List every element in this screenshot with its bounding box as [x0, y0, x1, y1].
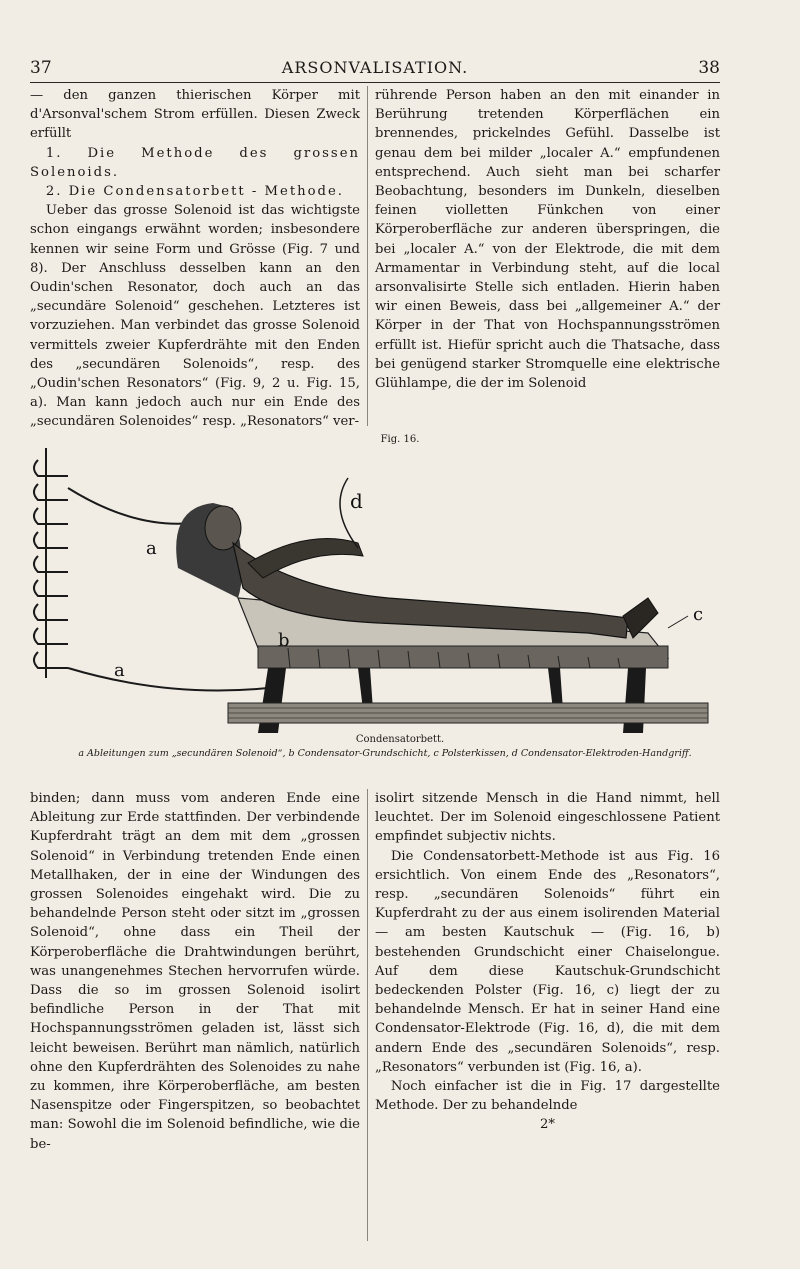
paragraph: isolirt sitzende Mensch in die Hand nimmt, hell leuchtet. Der im Solenoid eingeschlossene Patient empfindet subjectiv nichts.	[375, 791, 720, 845]
page-number-right: 38	[698, 58, 720, 78]
page-header	[30, 58, 720, 82]
condensatorbett-illustration	[28, 448, 728, 738]
method-heading: 1. Die Methode des grossen Solenoids.	[30, 145, 360, 180]
mark-a-top: a	[146, 538, 157, 559]
mark-a-bottom: a	[114, 660, 125, 681]
mark-b: b	[278, 630, 290, 651]
figure-caption: a Ableitungen zum „secundären Solenoid“, b Condensator-Grundschicht, c Polsterkissen, d Condensator-Elektroden-Handgriff.	[78, 748, 692, 759]
mark-c: c	[693, 604, 704, 625]
paragraph: rührende Person haben an den mit einander in Berührung tretenden Körperflächen ein brennendes, prickelndes Gefühl. Dasselbe ist genau dem bei milder „localer A.“ empfundenen entsprechend. Auch sieht man bei scharfer Beobachtung, besonders im Dunkeln, dieselben feinen violletten Fünkchen von einer Körperoberfläche zur anderen überspringen, die bei „localer A.“ von der Elektrode, die mit dem Armamentar in Verbindung steht, auf die local arsonvalisirte Stelle sich entladen. Hierin haben wir einen Beweis, dass bei „allgemeiner A.“ der Körper in der That von Hochspannungsströmen erfüllt ist. Hiefür spricht auch die Thatsache, dass bei genügend starker Stromquelle eine elektrische Glühlampe, die der im Solenoid	[375, 88, 720, 392]
figure-caption-title: Condensatorbett.	[355, 734, 445, 745]
page-number-left: 37	[30, 58, 52, 78]
header-rule	[30, 82, 720, 83]
signature-mark: 2*	[540, 1117, 555, 1133]
mark-d: d	[350, 489, 363, 513]
paragraph: — den ganzen thierischen Körper mit d'Arsonval'schem Strom erfüllen. Diesen Zweck erfüllt	[30, 88, 360, 142]
column-divider-bottom	[367, 789, 368, 1241]
running-title: ARSONVALISATION.	[281, 58, 469, 77]
right-column-bottom	[375, 789, 720, 1135]
right-column-top	[375, 86, 720, 393]
paragraph: binden; dann muss vom anderen Ende eine Ableitung zur Erde stattfinden. Der verbindende Kupferdraht trägt an dem mit dem „grossen Solenoid“ in Verbindung tretenden Ende einen Metallhaken, der in eine der Windungen des grossen Solenoides eingehakt wird. Die zu behandelnde Person steht oder sitzt im „grossen Solenoid“, ohne dass ein Theil der Körperoberfläche die Drahtwindungen berührt, was unangenehmes Stechen hervorrufen würde. Dass die so im grossen Solenoid isolirt befindliche Person in der That mit Hochspannungsströmen geladen ist, lässt sich leicht beweisen. Berührt man nämlich, natürlich ohne den Kupferdrähten des Solenoides zu nahe zu kommen, ihre Körperoberfläche, am besten Nasenspitze oder Fingerspitzen, so beobachtet man: Sowohl die im Solenoid befindliche, wie die be-	[30, 791, 360, 1152]
method-heading: 2. Die Condensatorbett - Methode.	[45, 184, 344, 200]
column-divider-top	[367, 86, 368, 426]
left-column-top	[30, 86, 360, 432]
paragraph: Ueber das grosse Solenoid ist das wichtigste schon eingangs erwähnt worden; insbesondere kennen wir seine Form und Grösse (Fig. 7 und 8). Der Anschluss desselben kann an den Oudin'schen Resonator, doch auch an das „secundäre Solenoid“ geschehen. Letzteres ist vorzuziehen. Man verbindet das grosse Solenoid vermittels zweier Kupferdrähte mit den Enden des „secundären Solenoids“, resp. des „Oudin'schen Resonators“ (Fig. 9, 2 u. Fig. 15, a). Man kann jedoch auch nur ein Ende des „secundären Solenoides“ resp. „Resonators“ ver-	[30, 203, 360, 430]
paragraph: Die Condensatorbett-Methode ist aus Fig. 16 ersichtlich. Von einem Ende des „Resonators“, resp. „secundären Solenoids“ führt ein Kupferdraht zu der aus einem isolirenden Material — am besten Kautschuk — (Fig. 16, b) bestehenden Grundschicht einer Chaiselongue. Auf dem diese Kautschuk-Grundschicht bedeckenden Polster (Fig. 16, c) liegt der zu behandelnde Mensch. Er hat in seiner Hand eine Condensator-Elektrode (Fig. 16, d), die mit dem andern Ende des „secundären Solenoids“, resp. „Resonators“ verbunden ist (Fig. 16, a).	[375, 848, 720, 1075]
paragraph: Noch einfacher ist die in Fig. 17 dargestellte Methode. Der zu behandelnde	[375, 1079, 720, 1114]
figure-label: Fig. 16.	[380, 434, 420, 445]
left-column-bottom	[30, 789, 360, 1154]
